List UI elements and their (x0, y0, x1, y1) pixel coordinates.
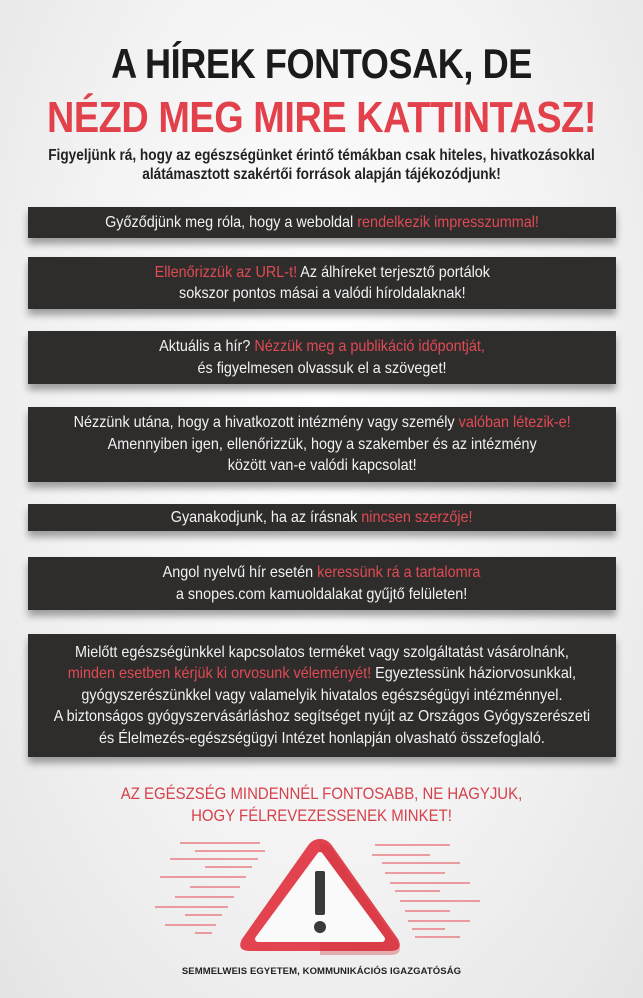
tip-text: Nézzünk utána, hogy a hivatkozott intézmény vagy személy (73, 414, 459, 432)
highlighted-text: valóban létezik-e! (458, 414, 571, 432)
warning-triangle-icon (150, 835, 490, 955)
tip-text: sokszor pontos másai a valódi híroldalaknak! (178, 285, 466, 302)
highlighted-text: minden esetben kérjük ki orvosunk véleményét! (67, 665, 372, 683)
subtitle-line-1: Figyeljünk rá, hogy az egészségünket érintő témákban csak hiteles, hivatkozásokkal (48, 147, 595, 164)
tip-line (54, 642, 590, 664)
tip-line (54, 685, 590, 707)
tip-text: és figyelmesen olvassuk el a szöveget! (197, 359, 447, 377)
tip-line (73, 434, 570, 456)
tip-box-3 (28, 331, 616, 384)
tip-text: A biztonságos gyógyszervásárláshoz segítséget nyújt az Országos Gyógyszerészeti (53, 708, 591, 726)
highlighted-text: keressünk rá a tartalomra (317, 564, 481, 581)
tip-box-6 (28, 557, 616, 610)
slogan (39, 783, 605, 827)
tip-box-4 (28, 407, 616, 482)
tip-text: Egyeztessünk háziorvosunkkal, (371, 665, 577, 683)
tip-line (159, 336, 485, 358)
headline-line-2: NÉZD MEG MIRE KATTINTASZ! (46, 93, 597, 142)
tip-line (105, 212, 539, 234)
tip-line (159, 358, 485, 380)
tip-line (73, 412, 570, 434)
tip-box-5 (28, 504, 616, 531)
tip-text: Gyanakodjunk, ha az írásnak (171, 508, 362, 526)
tip-text: Amennyiben igen, ellenőrizzük, hogy a szakember és az intézmény (107, 435, 537, 453)
headline-line-1: A HÍREK FONTOSAK, DE (111, 40, 532, 87)
highlighted-text: nincsen szerzője! (361, 508, 473, 526)
tip-box-1 (28, 207, 616, 238)
tip-text: a snopes.com kamuoldalakat gyűjtő felületen! (176, 585, 468, 603)
tip-text: Aktuális a hír? (159, 338, 255, 355)
tip-text: Angol nyelvű hír esetén (163, 564, 318, 581)
tip-line (154, 283, 489, 305)
highlighted-text: rendelkezik impresszummal! (357, 213, 539, 231)
tip-line (171, 507, 473, 529)
subtitle (39, 146, 605, 184)
highlighted-text: Nézzük meg a publikáció időpontját, (254, 338, 485, 355)
tip-line (163, 584, 481, 606)
tip-text: Az álhíreket terjesztő portálok (296, 263, 490, 281)
tip-text: Győződjünk meg róla, hogy a weboldal (105, 213, 358, 231)
tip-line (54, 728, 590, 750)
tip-box-7 (28, 634, 616, 757)
tip-text: gyógyszerészünkkel vagy valamelyik hivatalos egészségügyi intézménnyel. (81, 686, 563, 704)
slogan-line-1: AZ EGÉSZSÉG MINDENNÉL FONTOSABB, NE HAGYJUK, (120, 784, 523, 803)
highlighted-text: Ellenőrizzük az URL-t! (154, 263, 297, 281)
tip-text: Mielőtt egészségünkkel kapcsolatos terméket vagy szolgáltatást vásárolnánk, (75, 643, 569, 661)
tip-text: között van-e valódi kapcsolat! (227, 457, 417, 475)
tip-line (54, 663, 590, 685)
tip-line (54, 706, 590, 728)
subtitle-line-2: alátámasztott szakértői források alapján tájékozódjunk! (142, 166, 501, 183)
footer-credit: SEMMELWEIS EGYETEM, KOMMUNIKÁCIÓS IGAZGATÓSÁG (181, 966, 462, 977)
tip-line (154, 262, 489, 284)
slogan-line-2: HOGY FÉLREVEZESSENEK MINKET! (191, 806, 452, 825)
tip-text: és Élelmezés-egészségügyi Intézet honlapján olvasható összefoglaló. (99, 729, 545, 747)
tip-box-2 (28, 257, 616, 309)
tip-line (163, 562, 481, 584)
tip-line (73, 455, 570, 477)
